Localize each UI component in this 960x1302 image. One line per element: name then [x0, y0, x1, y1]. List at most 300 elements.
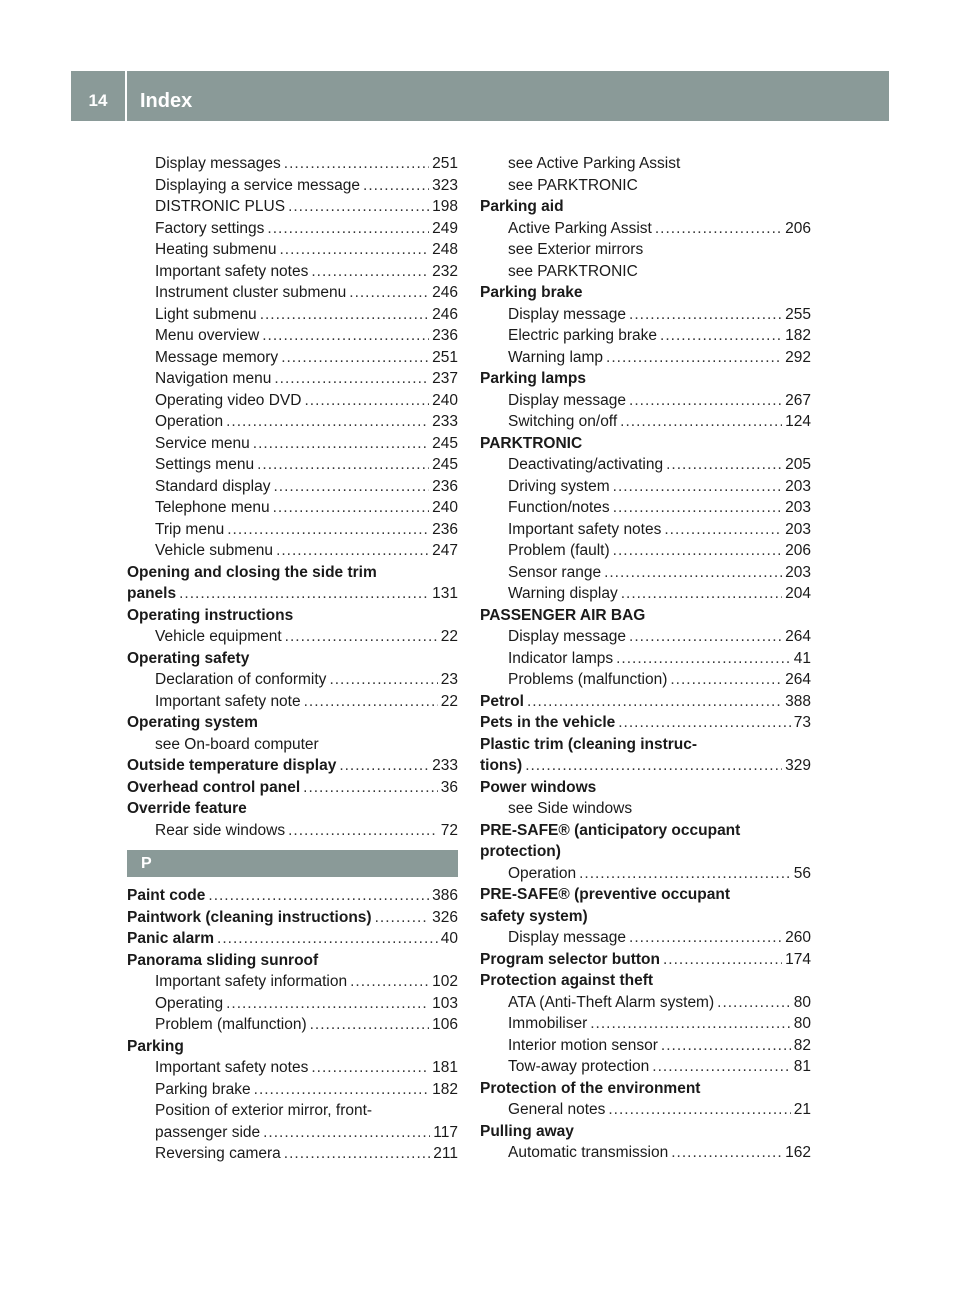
dot-leader [311, 1057, 429, 1079]
dot-leader [257, 454, 429, 476]
page-reference: 106 [432, 1016, 458, 1033]
page-reference: 203 [785, 477, 811, 495]
page-reference: 247 [432, 542, 458, 559]
dot-leader [620, 411, 782, 433]
index-subentry [127, 734, 458, 756]
entry-text: Menu overview [155, 327, 260, 344]
dot-leader [263, 1122, 430, 1144]
page-reference: 182 [432, 1080, 458, 1098]
dot-leader [304, 691, 438, 713]
entry-text: Parking brake [155, 1080, 251, 1098]
page-reference: 329 [785, 757, 811, 774]
index-subentry [127, 433, 458, 455]
entry-text: Outside temperature display [127, 757, 337, 774]
index-subentry [127, 820, 458, 842]
entry-text: Instrument cluster submenu [155, 284, 347, 301]
index-subentry [127, 261, 458, 283]
page-reference: 386 [432, 887, 458, 904]
page-reference: 236 [432, 520, 458, 538]
entry-text: safety system) [480, 907, 588, 925]
dot-leader [590, 1013, 791, 1035]
page-reference: 162 [785, 1144, 811, 1161]
index-subentry [480, 1056, 811, 1078]
dot-leader [666, 454, 782, 476]
dot-leader [288, 196, 429, 218]
page-reference: 248 [432, 241, 458, 258]
entry-text: Vehicle submenu [155, 542, 274, 559]
page-reference: 73 [793, 714, 811, 731]
dot-leader [179, 583, 429, 605]
index-heading [480, 820, 811, 842]
dot-leader [661, 1035, 791, 1057]
entry-text: see Side windows [508, 800, 633, 817]
entry-text: Problem (malfunction) [155, 1016, 307, 1033]
dot-leader [613, 540, 782, 562]
entry-text: PARKTRONIC [480, 434, 583, 452]
entry-text: protection) [480, 843, 561, 860]
index-subentry [127, 1100, 458, 1122]
index-subentry [480, 476, 811, 498]
dot-leader [284, 153, 429, 175]
index-subentry [127, 175, 458, 197]
entry-text: Navigation menu [155, 370, 272, 387]
dot-leader [671, 1142, 782, 1164]
index-heading [480, 433, 811, 455]
page-reference: 198 [432, 198, 458, 215]
entry-text: Program selector button [480, 950, 660, 968]
dot-leader [226, 993, 429, 1015]
entry-text: Factory settings [155, 219, 265, 237]
dot-leader [363, 175, 429, 197]
dot-leader [281, 347, 429, 369]
page-reference: 124 [785, 413, 811, 430]
index-subentry [480, 1099, 811, 1121]
dot-leader [274, 368, 429, 390]
entry-text: see Exterior mirrors [508, 241, 644, 258]
index-subentry [127, 497, 458, 519]
entry-text: see Active Parking Assist [508, 155, 681, 172]
page-reference: 21 [793, 1101, 811, 1118]
entry-text: Panic alarm [127, 930, 215, 947]
index-subentry [480, 454, 811, 476]
index-subentry [127, 971, 458, 993]
entry-text: Paintwork (cleaning instructions) [127, 908, 372, 926]
entry-text: Opening and closing the side trim [127, 563, 377, 581]
page-reference: 251 [432, 348, 458, 366]
entry-text: Important safety notes [508, 520, 662, 538]
entry-text: Display message [508, 305, 627, 323]
dot-leader [629, 390, 782, 412]
dot-leader [717, 992, 791, 1014]
page-reference: 203 [785, 499, 811, 516]
index-subentry [480, 411, 811, 433]
page-reference: 103 [432, 994, 458, 1012]
dot-leader [527, 691, 782, 713]
entry-text: Interior motion sensor [508, 1036, 658, 1054]
page-reference: 240 [432, 391, 458, 409]
page-reference: 236 [432, 327, 458, 344]
index-subentry [480, 153, 811, 175]
entry-text: Protection of the environment [480, 1079, 701, 1097]
index-subentry [127, 540, 458, 562]
index-subentry [480, 626, 811, 648]
index-subentry [480, 540, 811, 562]
index-subentry [127, 196, 458, 218]
dot-leader [262, 325, 429, 347]
entry-text: passenger side [155, 1123, 261, 1141]
entry-text: panels [127, 585, 177, 602]
page-reference: 206 [785, 219, 811, 237]
entry-text: Switching on/off [508, 413, 618, 430]
page-reference: 233 [432, 757, 458, 774]
entry-text: see On-board computer [155, 735, 319, 753]
entry-text: Operating instructions [127, 606, 294, 624]
entry-text: Pets in the vehicle [480, 714, 616, 731]
page-reference: 255 [785, 305, 811, 323]
page-title: Index [140, 90, 193, 112]
index-heading [127, 562, 458, 584]
dot-leader [604, 562, 782, 584]
entry-text: Parking brake [480, 284, 583, 301]
entry-text: Heating submenu [155, 241, 277, 258]
page-reference: 246 [432, 305, 458, 323]
entry-text: Power windows [480, 778, 597, 796]
index-heading [480, 884, 811, 906]
entry-text: Operation [508, 864, 577, 882]
dot-leader [284, 1143, 431, 1165]
dot-leader [227, 519, 429, 541]
entry-text: Overhead control panel [127, 778, 301, 796]
entry-text: Indicator lamps [508, 649, 614, 667]
page-reference: 240 [432, 499, 458, 516]
index-subentry [127, 325, 458, 347]
index-subentry [480, 798, 811, 820]
page-reference: 249 [432, 219, 458, 237]
entry-text: Important safety information [155, 973, 348, 990]
dot-leader [608, 1099, 790, 1121]
index-subentry [480, 175, 811, 197]
page-reference: 264 [785, 628, 811, 645]
page-reference: 233 [432, 413, 458, 430]
entry-text: Immobiliser [508, 1015, 588, 1032]
index-subentry [480, 347, 811, 369]
index-subentry [480, 497, 811, 519]
index-heading [480, 906, 811, 928]
entry-text: Pulling away [480, 1122, 574, 1140]
dot-leader [525, 755, 782, 777]
entry-text: General notes [508, 1101, 606, 1118]
entry-text: tions) [480, 757, 523, 774]
index-heading [127, 928, 458, 950]
index-subentry [480, 1013, 811, 1035]
entry-text: Override feature [127, 800, 247, 817]
index-subentry [127, 218, 458, 240]
dot-leader [375, 907, 430, 929]
index-subentry [127, 347, 458, 369]
index-heading [480, 841, 811, 863]
index-subentry [480, 519, 811, 541]
entry-text: Service menu [155, 434, 250, 452]
entry-text: Protection against theft [480, 972, 654, 989]
entry-text: Display message [508, 628, 627, 645]
index-heading [127, 712, 458, 734]
index-subentry [127, 153, 458, 175]
index-subentry [127, 476, 458, 498]
dot-leader [285, 626, 438, 648]
index-subentry [127, 1143, 458, 1165]
page-reference: 211 [433, 1145, 458, 1162]
entry-text: Plastic trim (cleaning instruc- [480, 735, 698, 753]
index-subentry [480, 239, 811, 261]
index-subentry [480, 261, 811, 283]
index-heading [127, 798, 458, 820]
page-reference: 326 [432, 908, 458, 926]
entry-text: Trip menu [155, 520, 225, 538]
page-reference: 36 [440, 778, 458, 796]
entry-text: PASSENGER AIR BAG [480, 606, 646, 624]
page-number: 14 [71, 71, 127, 121]
dot-leader [208, 885, 429, 907]
dot-leader [618, 712, 791, 734]
entry-text: Parking aid [480, 198, 564, 215]
dot-leader [217, 928, 438, 950]
dot-leader [579, 863, 791, 885]
dot-leader [260, 304, 429, 326]
entry-text: PRE-SAFE® (anticipatory occupant [480, 821, 741, 839]
section-letter-band: P [127, 850, 458, 877]
entry-text: Light submenu [155, 305, 257, 323]
index-subentry [127, 1122, 458, 1144]
index-heading [127, 950, 458, 972]
dot-leader [664, 519, 782, 541]
entry-text: Electric parking brake [508, 327, 658, 344]
entry-text: Standard display [155, 477, 271, 495]
index-subentry [480, 669, 811, 691]
entry-text: Settings menu [155, 456, 255, 473]
page-reference: 236 [432, 477, 458, 495]
entry-text: Parking [127, 1037, 184, 1055]
entry-text: Display message [508, 391, 627, 409]
entry-text: Petrol [480, 692, 524, 710]
page-reference: 246 [432, 284, 458, 301]
index-column-left [127, 153, 458, 1165]
index-heading [480, 712, 811, 734]
page-reference: 182 [785, 327, 811, 344]
index-subentry [480, 325, 811, 347]
dot-leader [254, 1079, 429, 1101]
entry-text: Problem (fault) [508, 542, 610, 559]
index-heading [480, 196, 811, 218]
page-reference: 22 [440, 692, 458, 710]
page-reference: 80 [793, 1015, 811, 1032]
index-heading [480, 605, 811, 627]
index-subentry [127, 390, 458, 412]
dot-leader [310, 1014, 430, 1036]
entry-text: PRE-SAFE® (preventive occupant [480, 886, 730, 903]
index-subentry [480, 927, 811, 949]
entry-text: Driving system [508, 477, 610, 495]
dot-leader [629, 304, 782, 326]
dot-leader [303, 777, 438, 799]
index-subentry [480, 304, 811, 326]
entry-text: Problems (malfunction) [508, 671, 668, 688]
entry-text: Operating system [127, 714, 258, 731]
dot-leader [273, 497, 430, 519]
dot-leader [613, 497, 782, 519]
entry-text: Operating video DVD [155, 391, 302, 409]
page-reference: 203 [785, 563, 811, 581]
dot-leader [629, 927, 782, 949]
index-subentry [127, 239, 458, 261]
entry-text: Position of exterior mirror, front- [155, 1102, 373, 1119]
index-subentry [127, 669, 458, 691]
page-reference: 56 [793, 864, 811, 882]
dot-leader [253, 433, 429, 455]
page-reference: 40 [440, 930, 458, 947]
page-reference: 80 [793, 993, 811, 1011]
entry-text: Vehicle equipment [155, 628, 282, 645]
dot-leader [616, 648, 791, 670]
page-reference: 102 [432, 973, 458, 990]
entry-text: Message memory [155, 348, 279, 366]
entry-text: Important safety notes [155, 262, 309, 280]
index-subentry [127, 1079, 458, 1101]
index-heading [127, 755, 458, 777]
entry-text: ATA (Anti-Theft Alarm system) [508, 993, 715, 1011]
index-heading [480, 691, 811, 713]
index-heading [480, 734, 811, 756]
entry-text: Telephone menu [155, 499, 270, 516]
index-subentry [480, 648, 811, 670]
index-heading [480, 1121, 811, 1143]
index-heading [480, 282, 811, 304]
entry-text: Warning lamp [508, 348, 604, 366]
index-subentry [480, 863, 811, 885]
page-reference: 41 [793, 649, 811, 667]
dot-leader [350, 971, 429, 993]
index-subentry [480, 218, 811, 240]
entry-text: Active Parking Assist [508, 219, 652, 237]
entry-text: Operation [155, 413, 224, 430]
index-column-right [480, 153, 811, 1164]
index-subentry [127, 691, 458, 713]
dot-leader [226, 411, 429, 433]
index-heading [127, 648, 458, 670]
index-subentry [480, 562, 811, 584]
entry-text: Reversing camera [155, 1145, 281, 1162]
entry-text: Declaration of conformity [155, 671, 327, 688]
entry-text: see PARKTRONIC [508, 176, 638, 194]
entry-text: Rear side windows [155, 821, 286, 839]
entry-text: Operating [155, 994, 224, 1012]
entry-text: Sensor range [508, 563, 602, 581]
index-subentry [480, 583, 811, 605]
page-header [71, 71, 889, 121]
entry-text: Display messages [155, 155, 281, 172]
entry-text: Displaying a service message [155, 176, 361, 194]
dot-leader [339, 755, 429, 777]
page-reference: 245 [432, 434, 458, 452]
dot-leader [613, 476, 782, 498]
dot-leader [655, 218, 782, 240]
index-heading [480, 755, 811, 777]
entry-text: see PARKTRONIC [508, 262, 638, 280]
page-reference: 203 [785, 520, 811, 538]
index-heading [127, 885, 458, 907]
entry-text: Important safety note [155, 692, 301, 710]
dot-leader [311, 261, 429, 283]
dot-leader [629, 626, 782, 648]
page-reference: 237 [432, 370, 458, 387]
index-heading [127, 907, 458, 929]
index-subentry [480, 1142, 811, 1164]
index-heading [480, 970, 811, 992]
page-reference: 264 [785, 671, 811, 688]
page-reference: 174 [785, 950, 811, 968]
index-heading [127, 583, 458, 605]
index-heading [480, 777, 811, 799]
entry-text: DISTRONIC PLUS [155, 198, 286, 215]
page-reference: 131 [432, 585, 458, 602]
index-subentry [127, 411, 458, 433]
dot-leader [280, 239, 430, 261]
page-reference: 181 [432, 1059, 458, 1076]
index-subentry [127, 304, 458, 326]
page-reference: 260 [785, 929, 811, 946]
entry-text: Deactivating/activating [508, 456, 664, 473]
page-reference: 323 [432, 176, 458, 194]
dot-leader [606, 347, 782, 369]
dot-leader [660, 325, 782, 347]
entry-text: Panorama sliding sunroof [127, 951, 319, 969]
dot-leader [273, 476, 429, 498]
page-reference: 82 [793, 1036, 811, 1054]
page-reference: 388 [785, 692, 811, 710]
index-heading [127, 1036, 458, 1058]
dot-leader [621, 583, 782, 605]
page-reference: 81 [793, 1058, 811, 1075]
index-heading [127, 605, 458, 627]
index-subentry [127, 368, 458, 390]
page-reference: 23 [440, 671, 458, 688]
entry-text: Important safety notes [155, 1059, 309, 1076]
index-subentry [127, 626, 458, 648]
index-heading [480, 1078, 811, 1100]
index-subentry [127, 519, 458, 541]
page-reference: 245 [432, 456, 458, 473]
page-reference: 267 [785, 391, 811, 409]
entry-text: Tow-away protection [508, 1058, 650, 1075]
dot-leader [329, 669, 437, 691]
entry-text: Function/notes [508, 499, 610, 516]
index-subentry [480, 390, 811, 412]
page-reference: 117 [433, 1123, 458, 1141]
index-subentry [127, 454, 458, 476]
entry-text: Warning display [508, 585, 618, 602]
page-reference: 72 [440, 821, 458, 839]
dot-leader [349, 282, 429, 304]
page-reference: 22 [440, 628, 458, 645]
entry-text: Display message [508, 929, 627, 946]
dot-leader [652, 1056, 790, 1078]
dot-leader [670, 669, 782, 691]
page-reference: 206 [785, 542, 811, 559]
entry-text: Operating safety [127, 649, 250, 667]
dot-leader [267, 218, 429, 240]
entry-text: Paint code [127, 887, 206, 904]
entry-text: Parking lamps [480, 370, 586, 387]
dot-leader [288, 820, 438, 842]
